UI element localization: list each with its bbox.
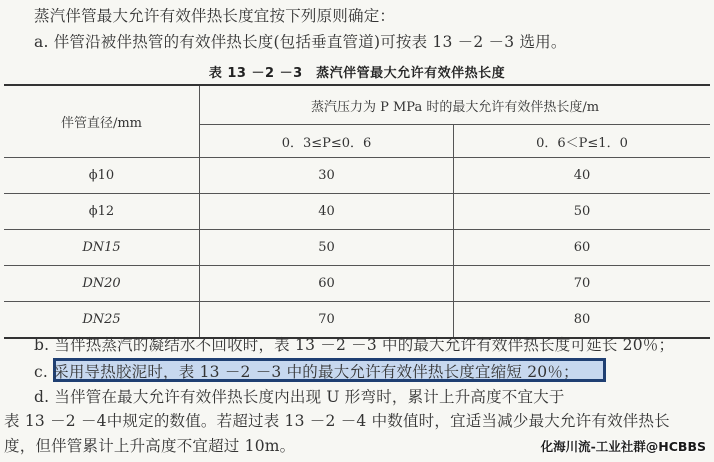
- item-d-line-1: d. 当伴管在最大允许有效伴热长度内出现 U 形弯时，累计上升高度不宜大于: [34, 388, 565, 406]
- table-row: [4, 158, 710, 194]
- col-header-pressure: 蒸汽压力为 P MPa 时的最大允许有效伴热长度/m: [200, 85, 711, 125]
- item-a-text: a. 伴管沿被伴热管的有效伴热长度(包括垂直管道)可按表 13 －2 －3 选用。: [34, 33, 567, 51]
- row-low: 40: [200, 194, 454, 230]
- col-header-diameter: 伴管直径/mm: [4, 85, 200, 158]
- row-size: ϕ12: [4, 194, 200, 230]
- row-size: DN15: [4, 230, 200, 266]
- table-row: [4, 194, 710, 230]
- table-row: [4, 266, 710, 302]
- sub-header-high: 0．6＜P≤1．0: [454, 125, 711, 158]
- table-caption: 表 13 －2 －3 蒸汽伴管最大允许有效伴热长度: [208, 66, 506, 81]
- table-row: [4, 230, 710, 266]
- item-c-text: c. 采用导热胶泥时，表 13 －2 －3 中的最大允许有效伴热长度宜缩短 20％；: [34, 363, 579, 381]
- row-high: 60: [454, 230, 711, 266]
- row-low: 60: [200, 266, 454, 302]
- row-low: 30: [200, 158, 454, 194]
- row-low: 50: [200, 230, 454, 266]
- row-size: DN20: [4, 266, 200, 302]
- row-low: 70: [200, 302, 454, 339]
- intro-text: 蒸汽伴管最大允许有效伴热长度宜按下列原则确定：: [34, 7, 396, 25]
- row-high: 40: [454, 158, 711, 194]
- row-size: ϕ10: [4, 158, 200, 194]
- item-b-text: b. 当伴热蒸汽的凝结水不回收时，表 13 －2 －3 中的最大允许有效伴热长度可延长 20％；: [34, 336, 675, 354]
- row-high: 80: [454, 302, 711, 339]
- row-high: 50: [454, 194, 711, 230]
- item-d-line-2: 表 13 －2 －4中规定的数值。若超过表 13 －2 －4 中数值时，宜适当减少最大允许有效伴热长: [4, 412, 670, 430]
- steam-tracing-table: [4, 84, 710, 339]
- sub-header-low: 0．3≤P≤0．6: [200, 125, 454, 158]
- item-d-line-3: 度，但伴管累计上升高度不宜超过 10m。: [4, 437, 296, 455]
- row-high: 70: [454, 266, 711, 302]
- watermark: 化海川流-工业社群@HCBBS: [540, 439, 706, 454]
- row-size: DN25: [4, 302, 200, 339]
